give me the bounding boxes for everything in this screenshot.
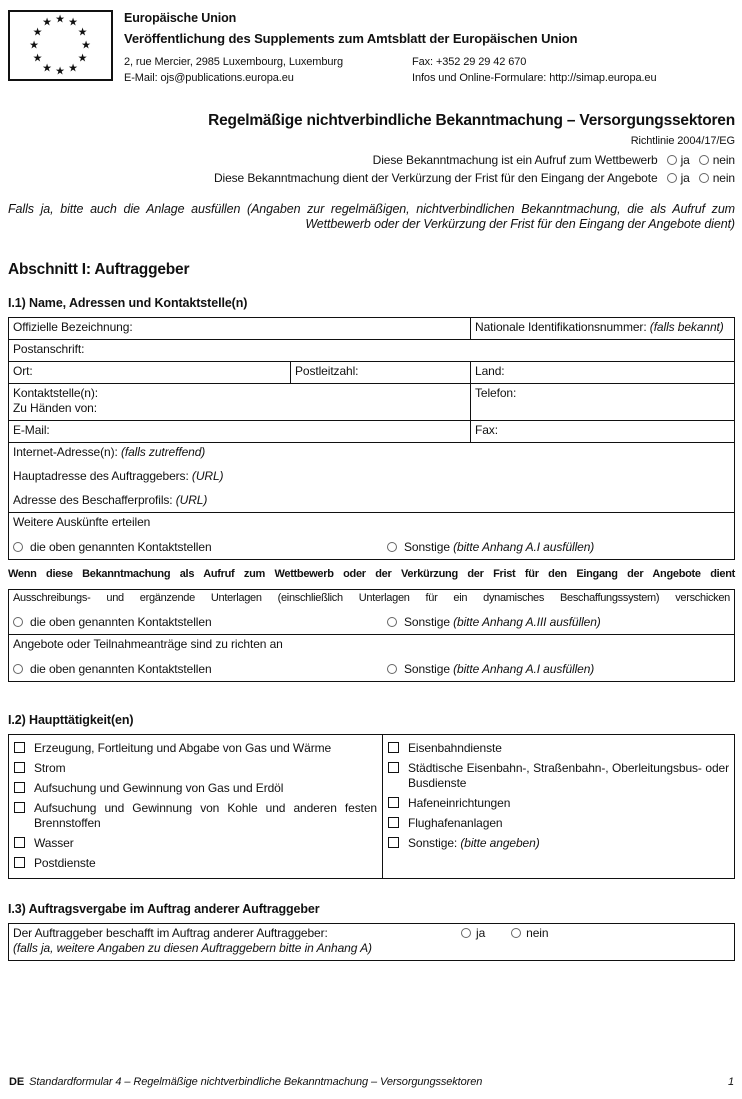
activity-item	[14, 856, 377, 871]
city-cell	[9, 361, 291, 383]
internet-note: (falls zutreffend)	[120, 444, 206, 459]
national-id-label: Nationale Identifikationsnummer:	[475, 319, 647, 334]
intro-note: Falls ja, bitte auch die Anlage ausfüllen (Angaben zur regelmäßigen, nichtverbindlichen Bekanntmachung, die als Aufruf zum Wettbewerb oder der Verkürzung der Frist für den Eingang der Angebote dient)	[8, 201, 735, 232]
activity-label: Aufsuchung und Gewinnung von Kohle und anderen festen Brennstoffen	[34, 800, 377, 830]
activity-label: Städtische Eisenbahn-, Straßenbahn-, Oberleitungsbus- oder Busdienste	[408, 760, 729, 790]
table-row	[9, 339, 735, 361]
activity-item	[14, 781, 377, 796]
phone-cell	[471, 383, 735, 420]
s12-right-column	[383, 734, 735, 878]
radio-s13-yes[interactable]	[461, 928, 471, 938]
header-address: 2, rue Mercier, 2985 Luxembourg, Luxemburg	[124, 55, 343, 68]
table-row	[9, 383, 735, 420]
table-row	[9, 420, 735, 442]
postal-address-cell	[9, 339, 735, 361]
internet-label: Internet-Adresse(n):	[13, 444, 118, 459]
eu-star-icon: ★	[29, 38, 39, 52]
option-above-contacts	[13, 615, 387, 630]
option-other	[387, 662, 730, 677]
s13-statement: Der Auftraggeber beschafft im Auftrag anderer Auftraggeber:	[13, 925, 328, 940]
radio-offers-contacts[interactable]	[13, 664, 23, 674]
checkbox-urban-transport[interactable]	[388, 762, 399, 773]
page-footer	[8, 1076, 735, 1090]
s11-dispatch-table	[8, 589, 735, 683]
checkbox-gas-heat[interactable]	[14, 742, 25, 753]
eu-star-icon: ★	[55, 12, 65, 26]
radio-docs-contacts[interactable]	[13, 617, 23, 627]
footer-form-title: Standardformular 4 – Regelmäßige nichtverbindliche Bekanntmachung – Versorgungssektoren	[29, 1076, 483, 1089]
s11-heading: I.1) Name, Adressen und Kontaktstelle(n)	[8, 296, 248, 311]
directive-line: Richtlinie 2004/17/EG	[630, 134, 735, 147]
fax-label: Fax:	[475, 422, 498, 437]
further-info-options	[13, 540, 730, 555]
eu-star-icon: ★	[81, 38, 91, 52]
eu-star-icon: ★	[68, 61, 78, 75]
main-address-label: Hauptadresse des Auftraggebers:	[13, 468, 189, 483]
option-above-contacts	[13, 662, 387, 677]
s13-note: (falls ja, weitere Angaben zu diesen Auftraggebern bitte in Anhang A)	[13, 940, 372, 955]
postcode-cell	[291, 361, 471, 383]
email-label: E-Mail:	[13, 422, 50, 437]
activity-item	[14, 741, 377, 756]
s13-no-label: nein	[526, 925, 549, 940]
deadline-yes-label: ja	[680, 170, 690, 185]
header-subtitle: Veröffentlichung des Supplements zum Amtsblatt der Europäischen Union	[124, 30, 578, 46]
table-row	[9, 442, 735, 512]
s13-statement-line	[13, 926, 730, 941]
competition-condition-line: Wenn diese Bekanntmachung als Aufruf zum Wettbewerb oder der Verkürzung der Frist für den Eingang der Angebote dient	[8, 567, 735, 580]
postal-address-label: Postanschrift:	[13, 341, 85, 356]
official-name-label: Offizielle Bezeichnung:	[13, 319, 133, 334]
offers-label: Angebote oder Teilnahmeanträge sind zu richten an	[13, 637, 283, 652]
option-yes	[461, 926, 485, 941]
docs-dispatch-options	[13, 615, 730, 630]
s12-left-column	[9, 734, 383, 878]
question-competition-label: Diese Bekanntmachung ist ein Aufruf zum Wettbewerb	[372, 152, 658, 167]
buyer-profile-label: Adresse des Beschafferprofils:	[13, 492, 173, 507]
header-email: E-Mail: ojs@publications.europa.eu	[124, 71, 294, 84]
eu-star-icon: ★	[77, 25, 88, 39]
footer-page-number: 1	[727, 1076, 734, 1089]
buyer-profile-note: (URL)	[175, 492, 208, 507]
activity-label: Wasser	[34, 835, 74, 850]
s12-heading: I.2) Haupttätigkeit(en)	[8, 713, 134, 728]
option-other-note: (bitte Anhang A.I ausfüllen)	[453, 539, 595, 554]
table-row	[9, 512, 735, 559]
table-row	[9, 589, 735, 635]
activity-item	[388, 816, 729, 831]
radio-offers-other[interactable]	[387, 664, 397, 674]
radio-competition-yes[interactable]	[667, 155, 677, 165]
table-row	[9, 317, 735, 339]
option-above-contacts	[13, 540, 387, 555]
activity-item	[388, 761, 729, 791]
radio-docs-other[interactable]	[387, 617, 397, 627]
footer-language-code: DE	[9, 1076, 25, 1089]
option-other-note: (bitte Anhang A.I ausfüllen)	[453, 662, 595, 677]
s13-yes-label: ja	[476, 925, 486, 940]
table-row	[9, 361, 735, 383]
checkbox-airport[interactable]	[388, 817, 399, 828]
contact-point-cell	[9, 383, 471, 420]
eu-star-icon: ★	[77, 51, 88, 65]
radio-s13-no[interactable]	[511, 928, 521, 938]
national-id-cell	[471, 317, 735, 339]
radio-competition-no[interactable]	[699, 155, 709, 165]
activity-item	[14, 801, 377, 831]
activity-label: Flughafenanlagen	[408, 815, 503, 830]
table-row	[9, 734, 735, 878]
option-no	[511, 926, 548, 941]
postcode-label: Postleitzahl:	[295, 363, 359, 378]
further-info-cell	[9, 512, 735, 559]
activity-label: Strom	[34, 760, 66, 775]
email-cell	[9, 420, 471, 442]
checkbox-water[interactable]	[14, 837, 25, 848]
city-label: Ort:	[13, 363, 33, 378]
country-label: Land:	[475, 363, 505, 378]
table-row	[9, 923, 735, 960]
radio-further-other[interactable]	[387, 542, 397, 552]
activity-label: Aufsuchung und Gewinnung von Gas und Erdöl	[34, 780, 284, 795]
question-deadline-label: Diese Bekanntmachung dient der Verkürzung der Frist für den Eingang der Angebote	[213, 170, 658, 185]
title-block	[8, 111, 735, 188]
eu-star-icon: ★	[55, 64, 65, 78]
document-title: Regelmäßige nichtverbindliche Bekanntmachung – Versorgungssektoren	[208, 112, 735, 130]
option-other	[387, 615, 730, 630]
checkbox-postal[interactable]	[14, 857, 25, 868]
phone-label: Telefon:	[475, 385, 517, 400]
activity-label: Postdienste	[34, 855, 96, 870]
activity-label: Erzeugung, Fortleitung und Abgabe von Gas und Wärme	[34, 740, 332, 755]
activity-item	[388, 796, 729, 811]
activity-note: (bitte angeben)	[460, 835, 540, 850]
activity-item	[388, 741, 729, 756]
checkbox-other-activity[interactable]	[388, 837, 399, 848]
eu-flag-icon	[8, 10, 113, 81]
radio-deadline-yes[interactable]	[667, 173, 677, 183]
option-above-contacts-label: die oben genannten Kontaktstellen	[30, 539, 212, 554]
eu-star-icon: ★	[32, 51, 43, 65]
offers-options	[13, 662, 730, 677]
fax-cell	[471, 420, 735, 442]
activity-item	[14, 761, 377, 776]
checkbox-port[interactable]	[388, 797, 399, 808]
eu-star-icon: ★	[32, 25, 43, 39]
s12-table	[8, 734, 735, 879]
activity-label: Hafeneinrichtungen	[408, 795, 511, 810]
header-contact-grid	[124, 56, 735, 86]
option-above-contacts-label: die oben genannten Kontaktstellen	[30, 615, 212, 630]
eu-star-icon: ★	[42, 61, 52, 75]
attention-label: Zu Händen von:	[13, 400, 97, 415]
deadline-no-label: nein	[712, 170, 735, 185]
section1-heading: Abschnitt I: Auftraggeber	[8, 260, 190, 278]
checkbox-rail[interactable]	[388, 742, 399, 753]
contact-point-label: Kontaktstelle(n):	[13, 385, 99, 400]
checkbox-coal-fuels[interactable]	[14, 802, 25, 813]
table-row	[9, 635, 735, 682]
s11-table	[8, 317, 735, 560]
official-name-cell	[9, 317, 471, 339]
question-competition	[8, 153, 735, 168]
eu-star-icon: ★	[68, 15, 78, 29]
further-info-label: Weitere Auskünfte erteilen	[13, 514, 151, 529]
country-cell	[471, 361, 735, 383]
s13-yes-no-group	[461, 926, 730, 941]
option-other-label: Sonstige	[404, 662, 450, 677]
option-other	[387, 540, 730, 555]
offers-cell	[9, 635, 735, 682]
competition-no-label: nein	[712, 152, 735, 167]
s13-heading: I.3) Auftragsvergabe im Auftrag anderer Auftraggeber	[8, 901, 320, 916]
checkbox-electricity[interactable]	[14, 762, 25, 773]
question-deadline	[8, 171, 735, 186]
header-fax: Fax: +352 29 29 42 670	[412, 55, 527, 68]
activity-label: Eisenbahndienste	[408, 740, 502, 755]
header-text-block	[124, 10, 735, 85]
docs-dispatch-label: Ausschreibungs- und ergänzende Unterlagen (einschließlich Unterlagen für ein dynamisches Beschaffungssystem) verschicken	[13, 591, 730, 604]
header-infos: Infos und Online-Formulare: http://simap.europa.eu	[412, 71, 657, 84]
radio-further-contacts[interactable]	[13, 542, 23, 552]
activity-item	[14, 836, 377, 851]
option-other-label: Sonstige	[404, 539, 450, 554]
eu-star-icon: ★	[42, 15, 52, 29]
internet-address-cell	[9, 442, 735, 512]
checkbox-gas-oil-exploration[interactable]	[14, 782, 25, 793]
s13-cell	[9, 923, 735, 960]
option-other-note: (bitte Anhang A.III ausfüllen)	[453, 615, 601, 630]
national-id-note: (falls bekannt)	[649, 319, 724, 334]
activity-item	[388, 836, 729, 851]
s13-table	[8, 923, 735, 961]
activity-label: Sonstige: (bitte angeben)	[408, 835, 540, 850]
docs-dispatch-cell	[9, 589, 735, 635]
radio-deadline-no[interactable]	[699, 173, 709, 183]
competition-yes-label: ja	[680, 152, 690, 167]
option-above-contacts-label: die oben genannten Kontaktstellen	[30, 662, 212, 677]
option-other-label: Sonstige	[404, 615, 450, 630]
page-header	[8, 10, 735, 85]
main-address-note: (URL)	[191, 468, 224, 483]
header-org: Europäische Union	[124, 11, 237, 25]
